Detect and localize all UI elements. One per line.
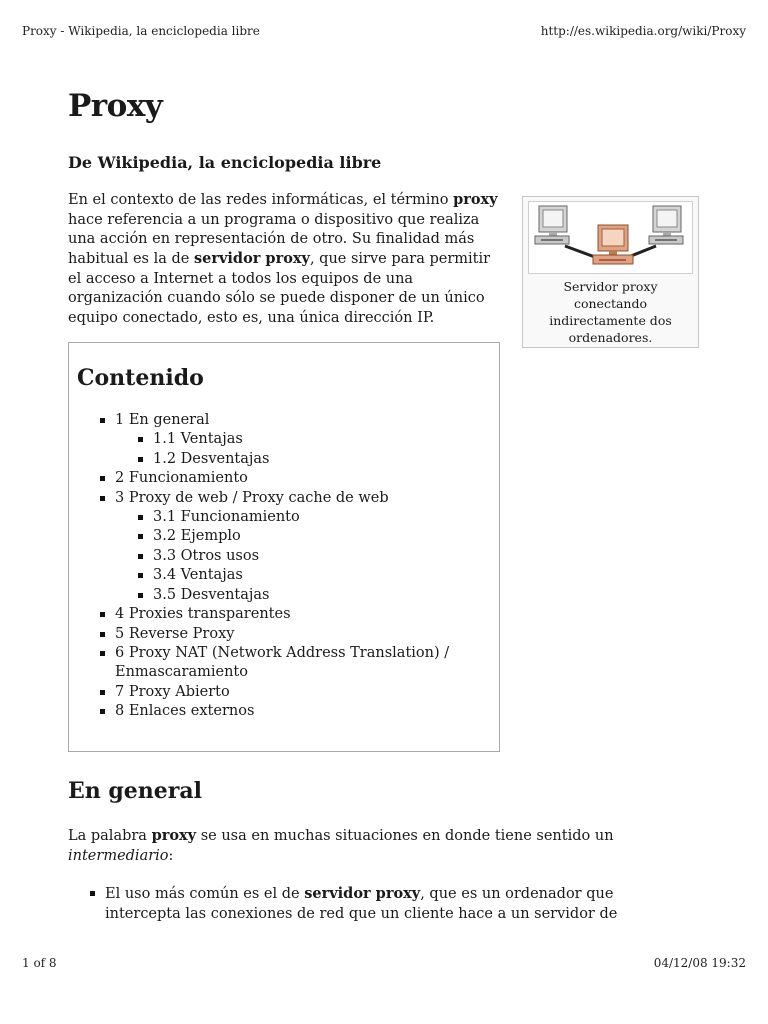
print-header (22, 24, 746, 38)
print-header-url: http://es.wikipedia.org/wiki/Proxy (540, 24, 746, 38)
term-servidor-proxy: servidor proxy (304, 885, 421, 903)
term-proxy: proxy (151, 827, 197, 845)
client-computer-left-icon (535, 206, 569, 244)
page-title: Proxy (68, 88, 163, 124)
network-diagram-icon (529, 202, 692, 273)
thumbnail-caption: Servidor proxy conectando indirectamente dos ordenadores. (549, 279, 672, 345)
toc-subitem[interactable]: 3.1 Funcionamiento (138, 508, 491, 527)
print-header-title: Proxy - Wikipedia, la enciclopedia libre (22, 24, 260, 38)
term-intermediario: intermediario (68, 847, 169, 864)
term-servidor-proxy[interactable]: servidor proxy (193, 250, 310, 268)
toc-subitem[interactable]: 1.1 Ventajas (138, 430, 491, 449)
toc-title: Contenido (77, 365, 204, 392)
toc-item[interactable]: 8 Enlaces externos (100, 702, 491, 721)
toc-subitem[interactable]: 3.5 Desventajas (138, 586, 491, 605)
client-computer-right-icon (649, 206, 683, 244)
toc-item[interactable]: 6 Proxy NAT (Network Address Translation) / Enmascaramiento (100, 644, 491, 683)
section-heading-en-general: En general (68, 778, 202, 805)
toc-item[interactable]: 2 Funcionamiento (100, 469, 491, 488)
toc-item[interactable]: 3 Proxy de web / Proxy cache de web (100, 489, 491, 508)
thumbnail-figure[interactable] (522, 196, 699, 348)
toc-item[interactable]: 4 Proxies transparentes (100, 605, 491, 624)
toc-item[interactable]: 7 Proxy Abierto (100, 683, 491, 702)
intro-paragraph: En el contexto de las redes informáticas, el término proxy hace referencia a un programa o dispositivo que realiza una acción en representación de otro. Su finalidad más habitual es la de servidor proxy, que sirve para permitir el acceso a Internet a todos los equipos de una organización cuando sólo se puede disponer de un único equipo conectado, esto es, una única dirección IP. (68, 191, 498, 326)
toc-subitem[interactable]: 1.2 Desventajas (138, 450, 491, 469)
proxy-server-computer-icon (593, 225, 633, 264)
proxy-diagram-image (528, 201, 693, 274)
section-paragraph: La palabra proxy se usa en muchas situaciones en donde tiene sentido un intermediario: (68, 827, 614, 864)
term-proxy[interactable]: proxy (453, 191, 498, 209)
article-content (68, 88, 672, 924)
toc-subitem[interactable]: 3.3 Otros usos (138, 547, 491, 566)
toc-subitem[interactable]: 3.2 Ejemplo (138, 527, 491, 546)
page-number: 1 of 8 (22, 956, 57, 970)
toc-subitem[interactable]: 3.4 Ventajas (138, 566, 491, 585)
page-subtitle: De Wikipedia, la enciclopedia libre (68, 153, 382, 173)
toc-item[interactable]: 1 En general (100, 411, 491, 430)
toc-item[interactable]: 5 Reverse Proxy (100, 625, 491, 644)
toc-list (77, 411, 491, 722)
section-bullet-list (68, 884, 668, 924)
table-of-contents (68, 342, 500, 752)
print-datetime: 04/12/08 19:32 (653, 956, 746, 970)
list-item: El uso más común es el de servidor proxy, que es un ordenador que intercepta las conexiones de red que un cliente hace a un servidor de (90, 884, 655, 924)
print-footer (22, 956, 746, 970)
